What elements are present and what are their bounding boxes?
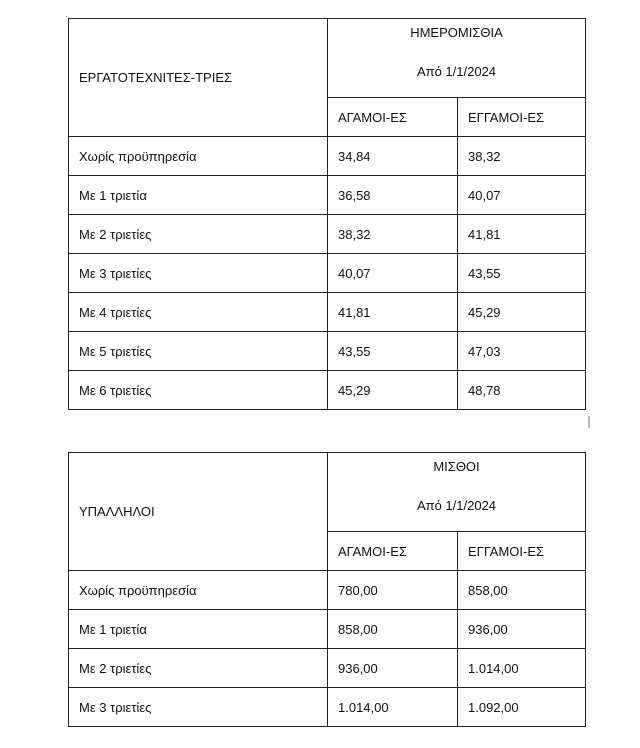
row-label: Με 3 τριετίες [69, 688, 328, 727]
single-value: 780,00 [328, 571, 458, 610]
row-label: Με 5 τριετίες [69, 332, 328, 371]
table-row [69, 610, 586, 649]
single-value: 41,81 [328, 293, 458, 332]
table1-col-single: ΑΓΑΜΟΙ-ΕΣ [328, 98, 458, 137]
row-label: Με 4 τριετίες [69, 293, 328, 332]
table1-col-married: ΕΓΓΑΜΟΙ-ΕΣ [458, 98, 586, 137]
table1-title: ΗΜΕΡΟΜΙΣΘΙΑ [410, 25, 503, 40]
row-label: Με 6 τριετίες [69, 371, 328, 410]
single-value: 45,29 [328, 371, 458, 410]
married-value: 41,81 [458, 215, 586, 254]
table-row [69, 649, 586, 688]
single-value: 38,32 [328, 215, 458, 254]
table-row [69, 137, 586, 176]
table-row [69, 293, 586, 332]
married-value: 43,55 [458, 254, 586, 293]
married-value: 1.014,00 [458, 649, 586, 688]
married-value: 38,32 [458, 137, 586, 176]
table2-header [328, 453, 586, 532]
table-row [69, 332, 586, 371]
single-value: 936,00 [328, 649, 458, 688]
single-value: 1.014,00 [328, 688, 458, 727]
daily-wages-table [68, 18, 586, 410]
row-label: Με 2 τριετίες [69, 649, 328, 688]
table-row [69, 688, 586, 727]
corner-mark [66, 16, 67, 17]
row-label: Με 3 τριετίες [69, 254, 328, 293]
table-row [69, 254, 586, 293]
table2-title: ΜΙΣΘΟΙ [433, 459, 480, 474]
married-value: 47,03 [458, 332, 586, 371]
married-value: 48,78 [458, 371, 586, 410]
table-row [69, 176, 586, 215]
table1-date: Από 1/1/2024 [416, 64, 497, 79]
table1-header [328, 19, 586, 98]
table2-col-married: ΕΓΓΑΜΟΙ-ΕΣ [458, 532, 586, 571]
single-value: 40,07 [328, 254, 458, 293]
row-label: Χωρίς προϋπηρεσία [69, 571, 328, 610]
table2-date: Από 1/1/2024 [416, 498, 497, 513]
cursor-mark [588, 416, 590, 428]
married-value: 858,00 [458, 571, 586, 610]
single-value: 36,58 [328, 176, 458, 215]
table-row [69, 371, 586, 410]
table1-category: ΕΡΓΑΤΟΤΕΧΝΙΤΕΣ-ΤΡΙΕΣ [69, 19, 328, 137]
married-value: 40,07 [458, 176, 586, 215]
table-row [69, 571, 586, 610]
married-value: 45,29 [458, 293, 586, 332]
single-value: 858,00 [328, 610, 458, 649]
married-value: 936,00 [458, 610, 586, 649]
single-value: 43,55 [328, 332, 458, 371]
table2-col-single: ΑΓΑΜΟΙ-ΕΣ [328, 532, 458, 571]
table2-category: ΥΠΑΛΛΗΛΟΙ [69, 453, 328, 571]
salaries-table [68, 452, 586, 727]
single-value: 34,84 [328, 137, 458, 176]
row-label: Με 2 τριετίες [69, 215, 328, 254]
married-value: 1.092,00 [458, 688, 586, 727]
row-label: Χωρίς προϋπηρεσία [69, 137, 328, 176]
table-row [69, 215, 586, 254]
row-label: Με 1 τριετία [69, 176, 328, 215]
row-label: Με 1 τριετία [69, 610, 328, 649]
